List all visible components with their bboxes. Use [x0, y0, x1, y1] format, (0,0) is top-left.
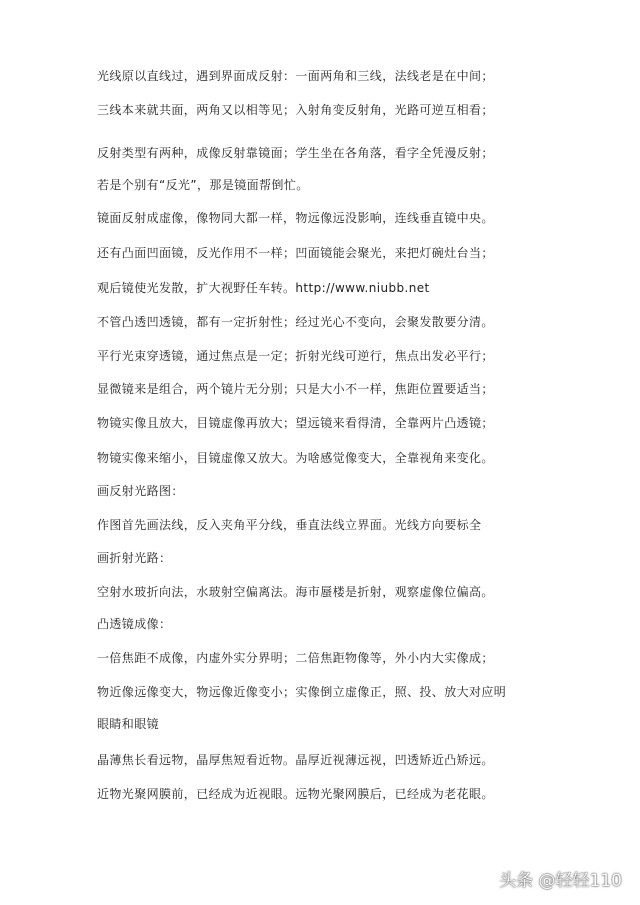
text-line: 若是个别有“反光”，那是镜面帮倒忙。	[97, 178, 309, 192]
text-line: 物近像远像变大，物远像近像变小；实像倒立虚像正，照、投、放大对应明	[97, 685, 507, 699]
text-line: 物镜实像来缩小，目镜虚像又放大。为啥感觉像变大，全靠视角来变化。	[97, 451, 494, 465]
text-line: 空射水玻折向法，水玻射空偏离法。海市蜃楼是折射，观察虚像位偏高。	[97, 585, 494, 599]
text-line: 还有凸面凹面镜，反光作用不一样；凹面镜能会聚光，来把灯碗灶台当；	[97, 246, 494, 260]
text-line: 不管凸透凹透镜，都有一定折射性；经过光心不变向，会聚发散要分清。	[97, 315, 494, 329]
text-line: 显微镜来是组合，两个镜片无分别；只是大小不一样，焦距位置要适当；	[97, 382, 494, 396]
text-line: 晶薄焦长看远物，晶厚焦短看近物。晶厚近视薄远视，凹透矫近凸矫远。	[97, 753, 494, 767]
text-line: 物镜实像且放大，目镜虚像再放大；望远镜来看得清，全靠两片凸透镜；	[97, 416, 494, 430]
text-line: 反射类型有两种，成像反射靠镜面；学生坐在各角落，看字全凭漫反射；	[97, 146, 494, 160]
watermark: 头条 @轻轻110	[499, 871, 622, 891]
text-line: 平行光束穿透镜，通过焦点是一定；折射光线可逆行，焦点出发必平行；	[97, 349, 494, 363]
text-line: 观后镜使光发散，扩大视野任车转。http://www.niubb.net	[97, 281, 430, 295]
text-line: 作图首先画法线，反入夹角平分线，垂直法线立界面。光线方向要标全	[97, 518, 482, 532]
section-heading: 眼睛和眼镜	[97, 717, 160, 731]
text-line: 光线原以直线过，遇到界面成反射：一面两角和三线，法线老是在中间；	[97, 69, 494, 83]
text-line: 一倍焦距不成像，内虚外实分界明；二倍焦距物像等，外小内大实像成；	[97, 651, 494, 665]
section-heading: 画反射光路图：	[97, 484, 184, 498]
section-heading: 画折射光路：	[97, 551, 172, 565]
text-line: 镜面反射成虚像，像物同大都一样，物远像远没影响，连线垂直镜中央。	[97, 211, 494, 225]
text-line: 三线本来就共面，两角又以相等见；入射角变反射角，光路可逆互相看；	[97, 103, 494, 117]
section-heading: 凸透镜成像：	[97, 617, 172, 631]
text-line: 近物光聚网膜前，已经成为近视眼。远物光聚网膜后，已经成为老花眼。	[97, 787, 494, 801]
